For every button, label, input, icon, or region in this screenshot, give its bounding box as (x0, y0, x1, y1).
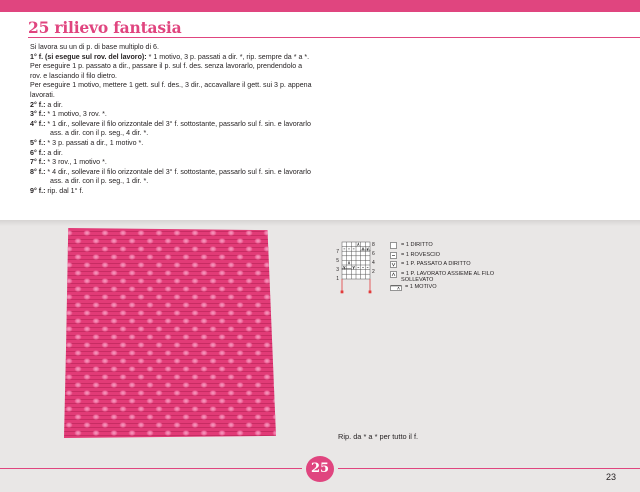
row-number-left: 7 (336, 249, 339, 255)
knit-swatch-photo (64, 228, 276, 438)
row-7 (30, 158, 312, 168)
repeat-markers (341, 279, 372, 293)
repeat-footnote: Rip. da * a * per tutto il f. (338, 432, 419, 441)
row-2-label: 2° f.: (30, 100, 46, 109)
row-1 (30, 53, 312, 63)
badge-rule-right (338, 468, 640, 469)
row-7-label: 7° f.: (30, 158, 46, 167)
row-6 (30, 149, 312, 159)
intro-line: Si lavora su un di p. di base multiplo di 6. (30, 43, 159, 51)
legend-label: = 1 MOTIVO (405, 283, 437, 290)
row-3 (30, 110, 312, 120)
row-9-text: rip. dal 1° f. (45, 186, 84, 195)
row-7-text: * 3 rov., 1 motivo *. (45, 158, 107, 167)
slip-stitch-symbol-icon (390, 261, 398, 268)
row-4-text: * 1 dir., sollevare il filo orizzontale del 3° f. sottostante, passarlo sul f. sin. e lavorarlo ass. a dir. con il p. seg., 4 dir. *. (45, 119, 311, 138)
legend-item (390, 261, 510, 271)
badge-rule-left (0, 468, 302, 469)
row-number-right: 2 (372, 269, 375, 275)
row-6-text: a dir. (45, 148, 63, 157)
chart-grid (342, 242, 370, 279)
row-1-label: 1° f. (si esegue sul rov. del lavoro): (30, 52, 147, 61)
row-4 (30, 120, 312, 139)
row-5-label: 5° f.: (30, 138, 46, 147)
stitch-chart (334, 240, 378, 303)
legend-label: = 1 P. LAVORATO ASSIEME AL FILO SOLLEVATO (401, 270, 495, 283)
note-motif: Per eseguire 1 motivo, mettere 1 gett. sul f. des., 3 dir., accavallare il gett. sui 3 p. appena lavorati. (30, 81, 312, 99)
row-9-label: 9° f.: (30, 186, 46, 195)
row-9 (30, 187, 312, 197)
row-4-label: 4° f.: (30, 119, 46, 128)
chart-legend (390, 242, 510, 293)
row-8-label: 8° f.: (30, 167, 46, 176)
card-shadow (0, 220, 640, 226)
row-number-right: 6 (372, 251, 375, 257)
legend-label: = 1 P. PASSATO A DIRITTO (401, 261, 471, 267)
pattern-number-badge: 25 (306, 456, 334, 482)
legend-label: = 1 DIRITTO (401, 242, 433, 248)
legend-item (390, 271, 510, 284)
note-passed-stitch: Per eseguire 1 p. passato a dir., passare il p. sul f. des. senza lavorarlo, prendendolo a rov. e lasciando il filo dietro. (30, 62, 303, 80)
row-number-left: 1 (336, 276, 339, 282)
row-5-text: * 3 p. passati a dir., 1 motivo *. (45, 138, 144, 147)
stitch-chart-graphic (334, 240, 378, 298)
row-2-text: a dir. (45, 100, 63, 109)
legend-item (390, 242, 510, 252)
motif-symbol-icon (390, 284, 402, 291)
top-color-band (0, 0, 640, 12)
row-number-left: 5 (336, 258, 339, 264)
purl-symbol-icon (390, 252, 398, 259)
row-8-text: * 4 dir., sollevare il filo orizzontale del 3° f. sottostante, passarlo sul f. sin. e lavorarlo ass. a dir. con il p. seg., 1 dir. *. (45, 167, 311, 186)
lifted-strand-symbol-icon (390, 271, 398, 278)
legend-item (390, 284, 510, 294)
page-title: 25 rilievo fantasia (28, 18, 182, 37)
row-8 (30, 168, 312, 187)
row-number-right: 4 (372, 260, 375, 266)
row-6-label: 6° f.: (30, 148, 46, 157)
row-3-label: 3° f.: (30, 110, 46, 119)
title-underline (28, 37, 640, 38)
row-3-text: * 1 motivo, 3 rov. *. (45, 110, 107, 119)
row-number-left: 3 (336, 267, 339, 273)
instructions-text (30, 43, 312, 197)
row-1-text: * 1 motivo, 3 p. passati a dir. *, rip. sempre da * a *. (146, 52, 310, 61)
page-number: 23 (606, 472, 617, 482)
row-5 (30, 139, 312, 149)
knit-symbol-icon (390, 242, 398, 249)
legend-item (390, 252, 510, 262)
legend-label: = 1 ROVESCIO (401, 251, 441, 258)
row-2 (30, 101, 312, 111)
row-number-right: 8 (372, 242, 375, 248)
